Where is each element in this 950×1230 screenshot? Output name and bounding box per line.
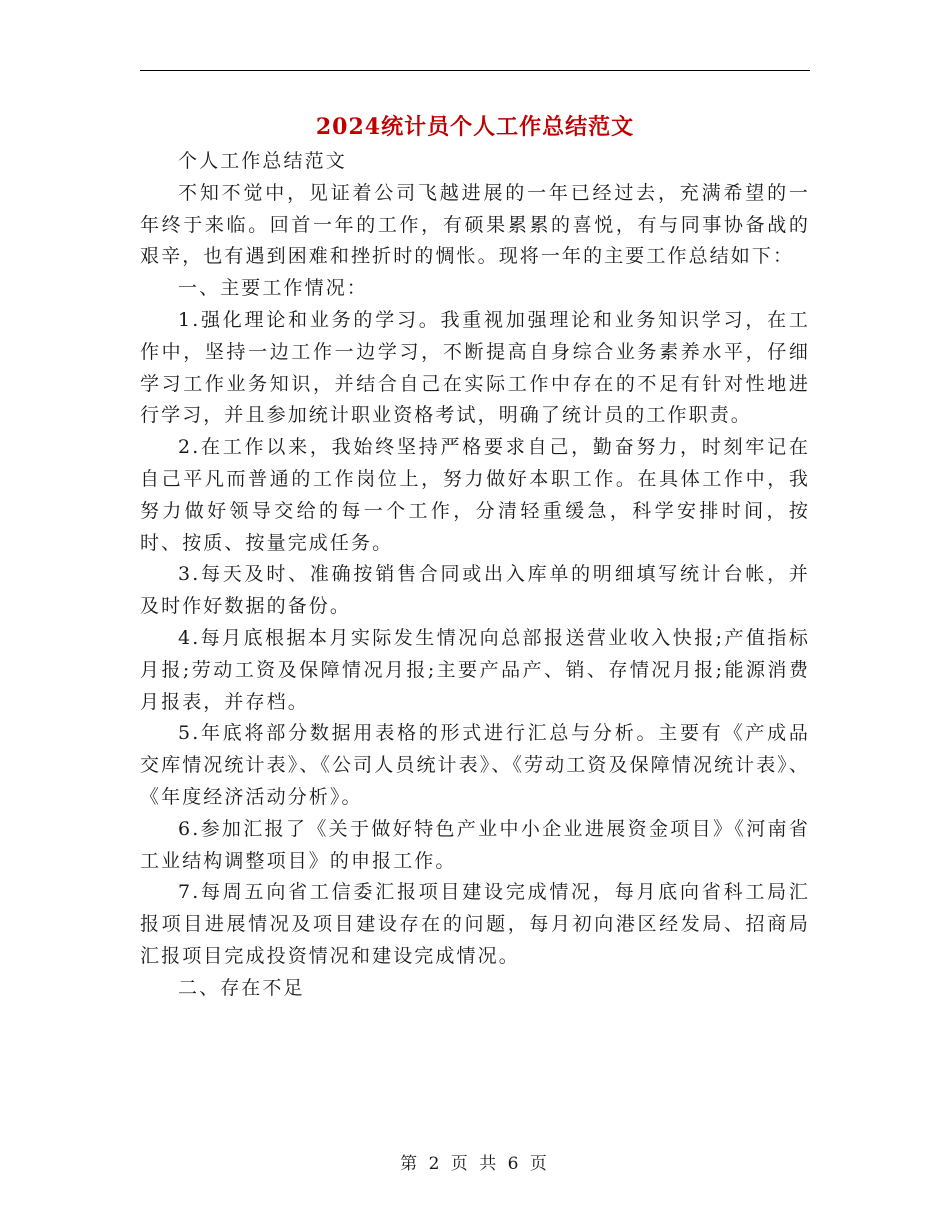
document-title: 2024统计员个人工作总结范文	[315, 114, 635, 140]
document-body	[140, 146, 810, 1005]
section-heading-shortcomings: 二、存在不足	[178, 976, 305, 999]
item-paragraph-2: 2.在工作以来，我始终坚持严格要求自己，勤奋努力，时刻牢记在自己平凡而普通的工作岗位上，努力做好本职工作。在具体工作中，我努力做好领导交给的每一个工作，分清轻重缓急，科学安排时间，按时、按质、按量完成任务。	[140, 436, 810, 554]
item-paragraph-5: 5.年底将部分数据用表格的形式进行汇总与分析。主要有《产成品交库情况统计表》、《公司人员统计表》、《劳动工资及保障情况统计表》、《年度经济活动分析》。	[140, 722, 810, 808]
item-paragraph-7: 7.每周五向省工信委汇报项目建设完成情况，每月底向省科工局汇报项目进展情况及项目建设存在的问题，每月初向港区经发局、招商局汇报项目完成投资情况和建设完成情况。	[140, 881, 810, 967]
item-paragraph-4: 4.每月底根据本月实际发生情况向总部报送营业收入快报;产值指标月报;劳动工资及保障情况月报;主要产品产、销、存情况月报;能源消费月报表，并存档。	[140, 626, 810, 713]
page-number-footer: 第 2 页 共 6 页	[400, 1154, 550, 1174]
subtitle-paragraph: 个人工作总结范文	[178, 150, 347, 172]
intro-paragraph: 不知不觉中，见证着公司飞越进展的一年已经过去，充满希望的一年终于来临。回首一年的工作，有硕果累累的喜悦，有与同事协备战的艰辛，也有遇到困难和挫折时的惆怅。现将一年的主要工作总结如下：	[140, 181, 810, 268]
item-paragraph-3: 3.每天及时、准确按销售合同或出入库单的明细填写统计台帐，并及时作好数据的备份。	[140, 563, 810, 618]
section-heading-main-work: 一、主要工作情况：	[178, 277, 368, 300]
item-paragraph-1: 1.强化理论和业务的学习。我重视加强理论和业务知识学习，在工作中，坚持一边工作一边学习，不断提高自身综合业务素养水平，仔细学习工作业务知识，并结合自己在实际工作中存在的不足有针对性地进行学习，并且参加统计职业资格考试，明确了统计员的工作职责。	[140, 308, 810, 427]
header-rule	[140, 70, 810, 71]
item-paragraph-6: 6.参加汇报了《关于做好特色产业中小企业进展资金项目》《河南省工业结构调整项目》的申报工作。	[140, 817, 810, 872]
